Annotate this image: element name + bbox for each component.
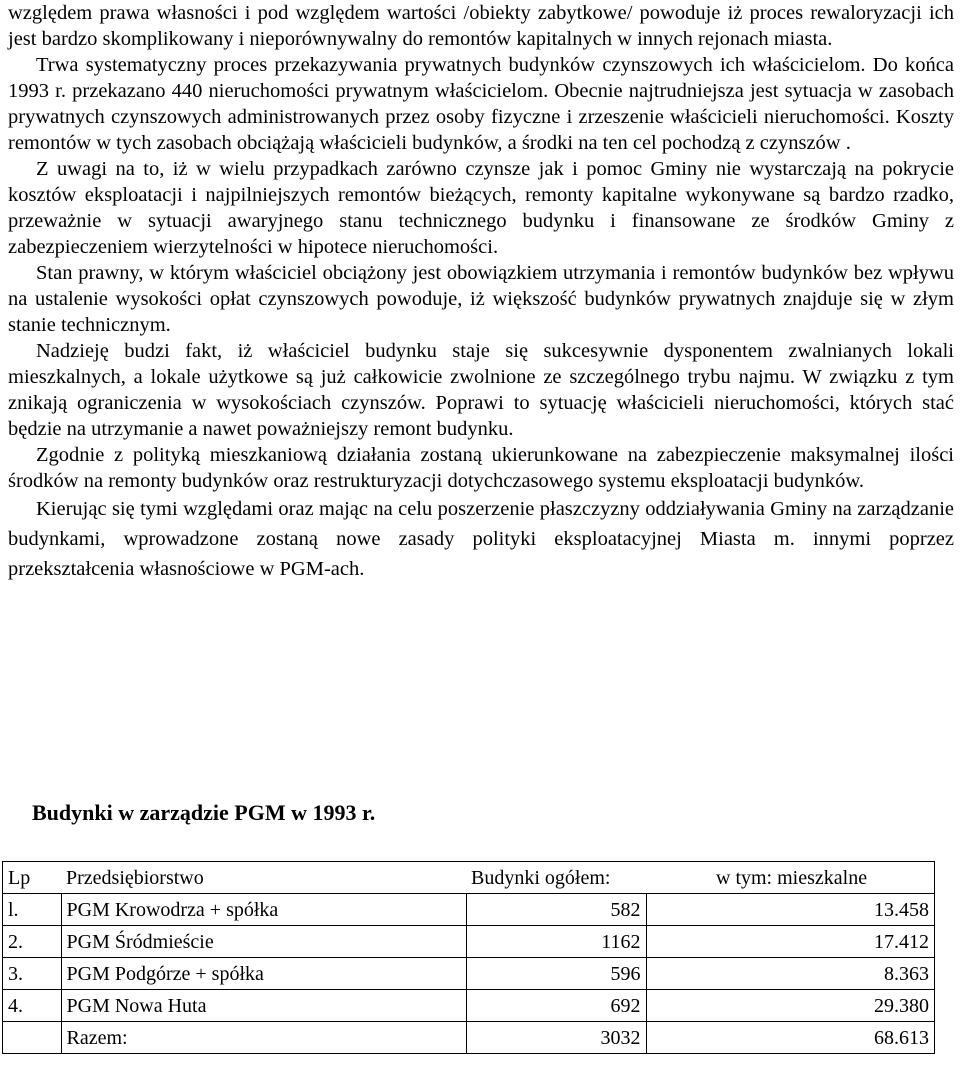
- paragraph-6: Zgodnie z polityką mieszkaniową działania zostaną ukierunkowane na zabezpieczenie maksymalnej ilości środków na remonty budynków oraz restrukturyzacji dotychczasowego systemu eksploatacji budynków.: [8, 444, 954, 492]
- table-row: [3, 894, 935, 926]
- header-lp: Lp: [3, 862, 62, 894]
- paragraph-2: Trwa systematyczny proces przekazywania prywatnych budynków czynszowych ich właścicielom. Do końca 1993 r. przekazano 440 nieruchomości prywatnym właścicielom. Obecnie najtrudniejsza jest sytuacja w zasobach prywatnych czynszowych administrowanych przez osoby fizyczne i zrzeszenie właścicieli nieruchomości. Koszty remontów w tych zasobach obciążają właścicieli budynków, a środki na ten cel pochodzą z czynszów .: [8, 54, 954, 154]
- paragraph-3: Z uwagi na to, iż w wielu przypadkach zarówno czynsze jak i pomoc Gminy nie wystarczają na pokrycie kosztów eksploatacji i najpilniejszych remontów bieżących, remonty kapitalne wykonywane są bardzo rzadko, przeważnie w sytuacji awaryjnego stanu technicznego budynku i finansowane ze środków Gminy z zabezpieczeniem wierzytelności w hipotece nieruchomości.: [8, 158, 954, 258]
- cell-lp: 3.: [3, 958, 62, 990]
- paragraph-7: Kierując się tymi względami oraz mając na celu poszerzenie płaszczyzny oddziaływania Gminy na zarządzanie budynkami, wprowadzone zostaną nowe zasady polityki eksploatacyjnej Miasta m. innymi poprzez przekształcenia własnościowe w PGM-ach.: [8, 498, 954, 580]
- total-label: Razem:: [61, 1022, 466, 1054]
- cell-company: PGM Krowodrza + spółka: [61, 894, 466, 926]
- cell-company: PGM Podgórze + spółka: [61, 958, 466, 990]
- cell-company: PGM Nowa Huta: [61, 990, 466, 1022]
- pgm-buildings-table: [2, 861, 935, 1054]
- cell-buildings-total: 596: [466, 958, 646, 990]
- cell-lp-empty: [3, 1022, 62, 1054]
- table-title: Budynki w zarządzie PGM w 1993 r.: [32, 800, 376, 825]
- total-residential: 68.613: [646, 1022, 935, 1054]
- header-residential: w tym: mieszkalne: [646, 862, 935, 894]
- cell-buildings-total: 1162: [466, 926, 646, 958]
- cell-lp: 4.: [3, 990, 62, 1022]
- cell-company: PGM Śródmieście: [61, 926, 466, 958]
- cell-residential: 13.458: [646, 894, 935, 926]
- cell-residential: 29.380: [646, 990, 935, 1022]
- total-buildings: 3032: [466, 1022, 646, 1054]
- table-header-row: [3, 862, 935, 894]
- cell-residential: 8.363: [646, 958, 935, 990]
- table-row: [3, 958, 935, 990]
- table-total-row: [3, 1022, 935, 1054]
- table-row: [3, 990, 935, 1022]
- table-row: [3, 926, 935, 958]
- document-page: [8, 0, 954, 584]
- header-buildings-total: Budynki ogółem:: [466, 862, 646, 894]
- paragraph-4: Stan prawny, w którym właściciel obciążony jest obowiązkiem utrzymania i remontów budynków bez wpływu na ustalenie wysokości opłat czynszowych powoduje, iż większość budynków prywatnych znajduje się w złym stanie technicznym.: [8, 262, 954, 336]
- header-company: Przedsiębiorstwo: [61, 862, 466, 894]
- paragraph-5: Nadzieję budzi fakt, iż właściciel budynku staje się sukcesywnie dysponentem zwalnianych lokali mieszkalnych, a lokale użytkowe są już całkowicie zwolnione ze szczególnego trybu najmu. W związku z tym znikają ograniczenia w wysokościach czynszów. Poprawi to sytuację właścicieli nieruchomości, których stać będzie na utrzymanie a nawet poważniejszy remont budynku.: [8, 340, 954, 440]
- cell-lp: 2.: [3, 926, 62, 958]
- cell-residential: 17.412: [646, 926, 935, 958]
- paragraph-1: względem prawa własności i pod względem wartości /obiekty zabytkowe/ powoduje iż proces rewaloryzacji ich jest bardzo skomplikowany i nieporównywalny do remontów kapitalnych w innych rejonach miasta.: [8, 2, 954, 50]
- cell-buildings-total: 692: [466, 990, 646, 1022]
- cell-buildings-total: 582: [466, 894, 646, 926]
- cell-lp: l.: [3, 894, 62, 926]
